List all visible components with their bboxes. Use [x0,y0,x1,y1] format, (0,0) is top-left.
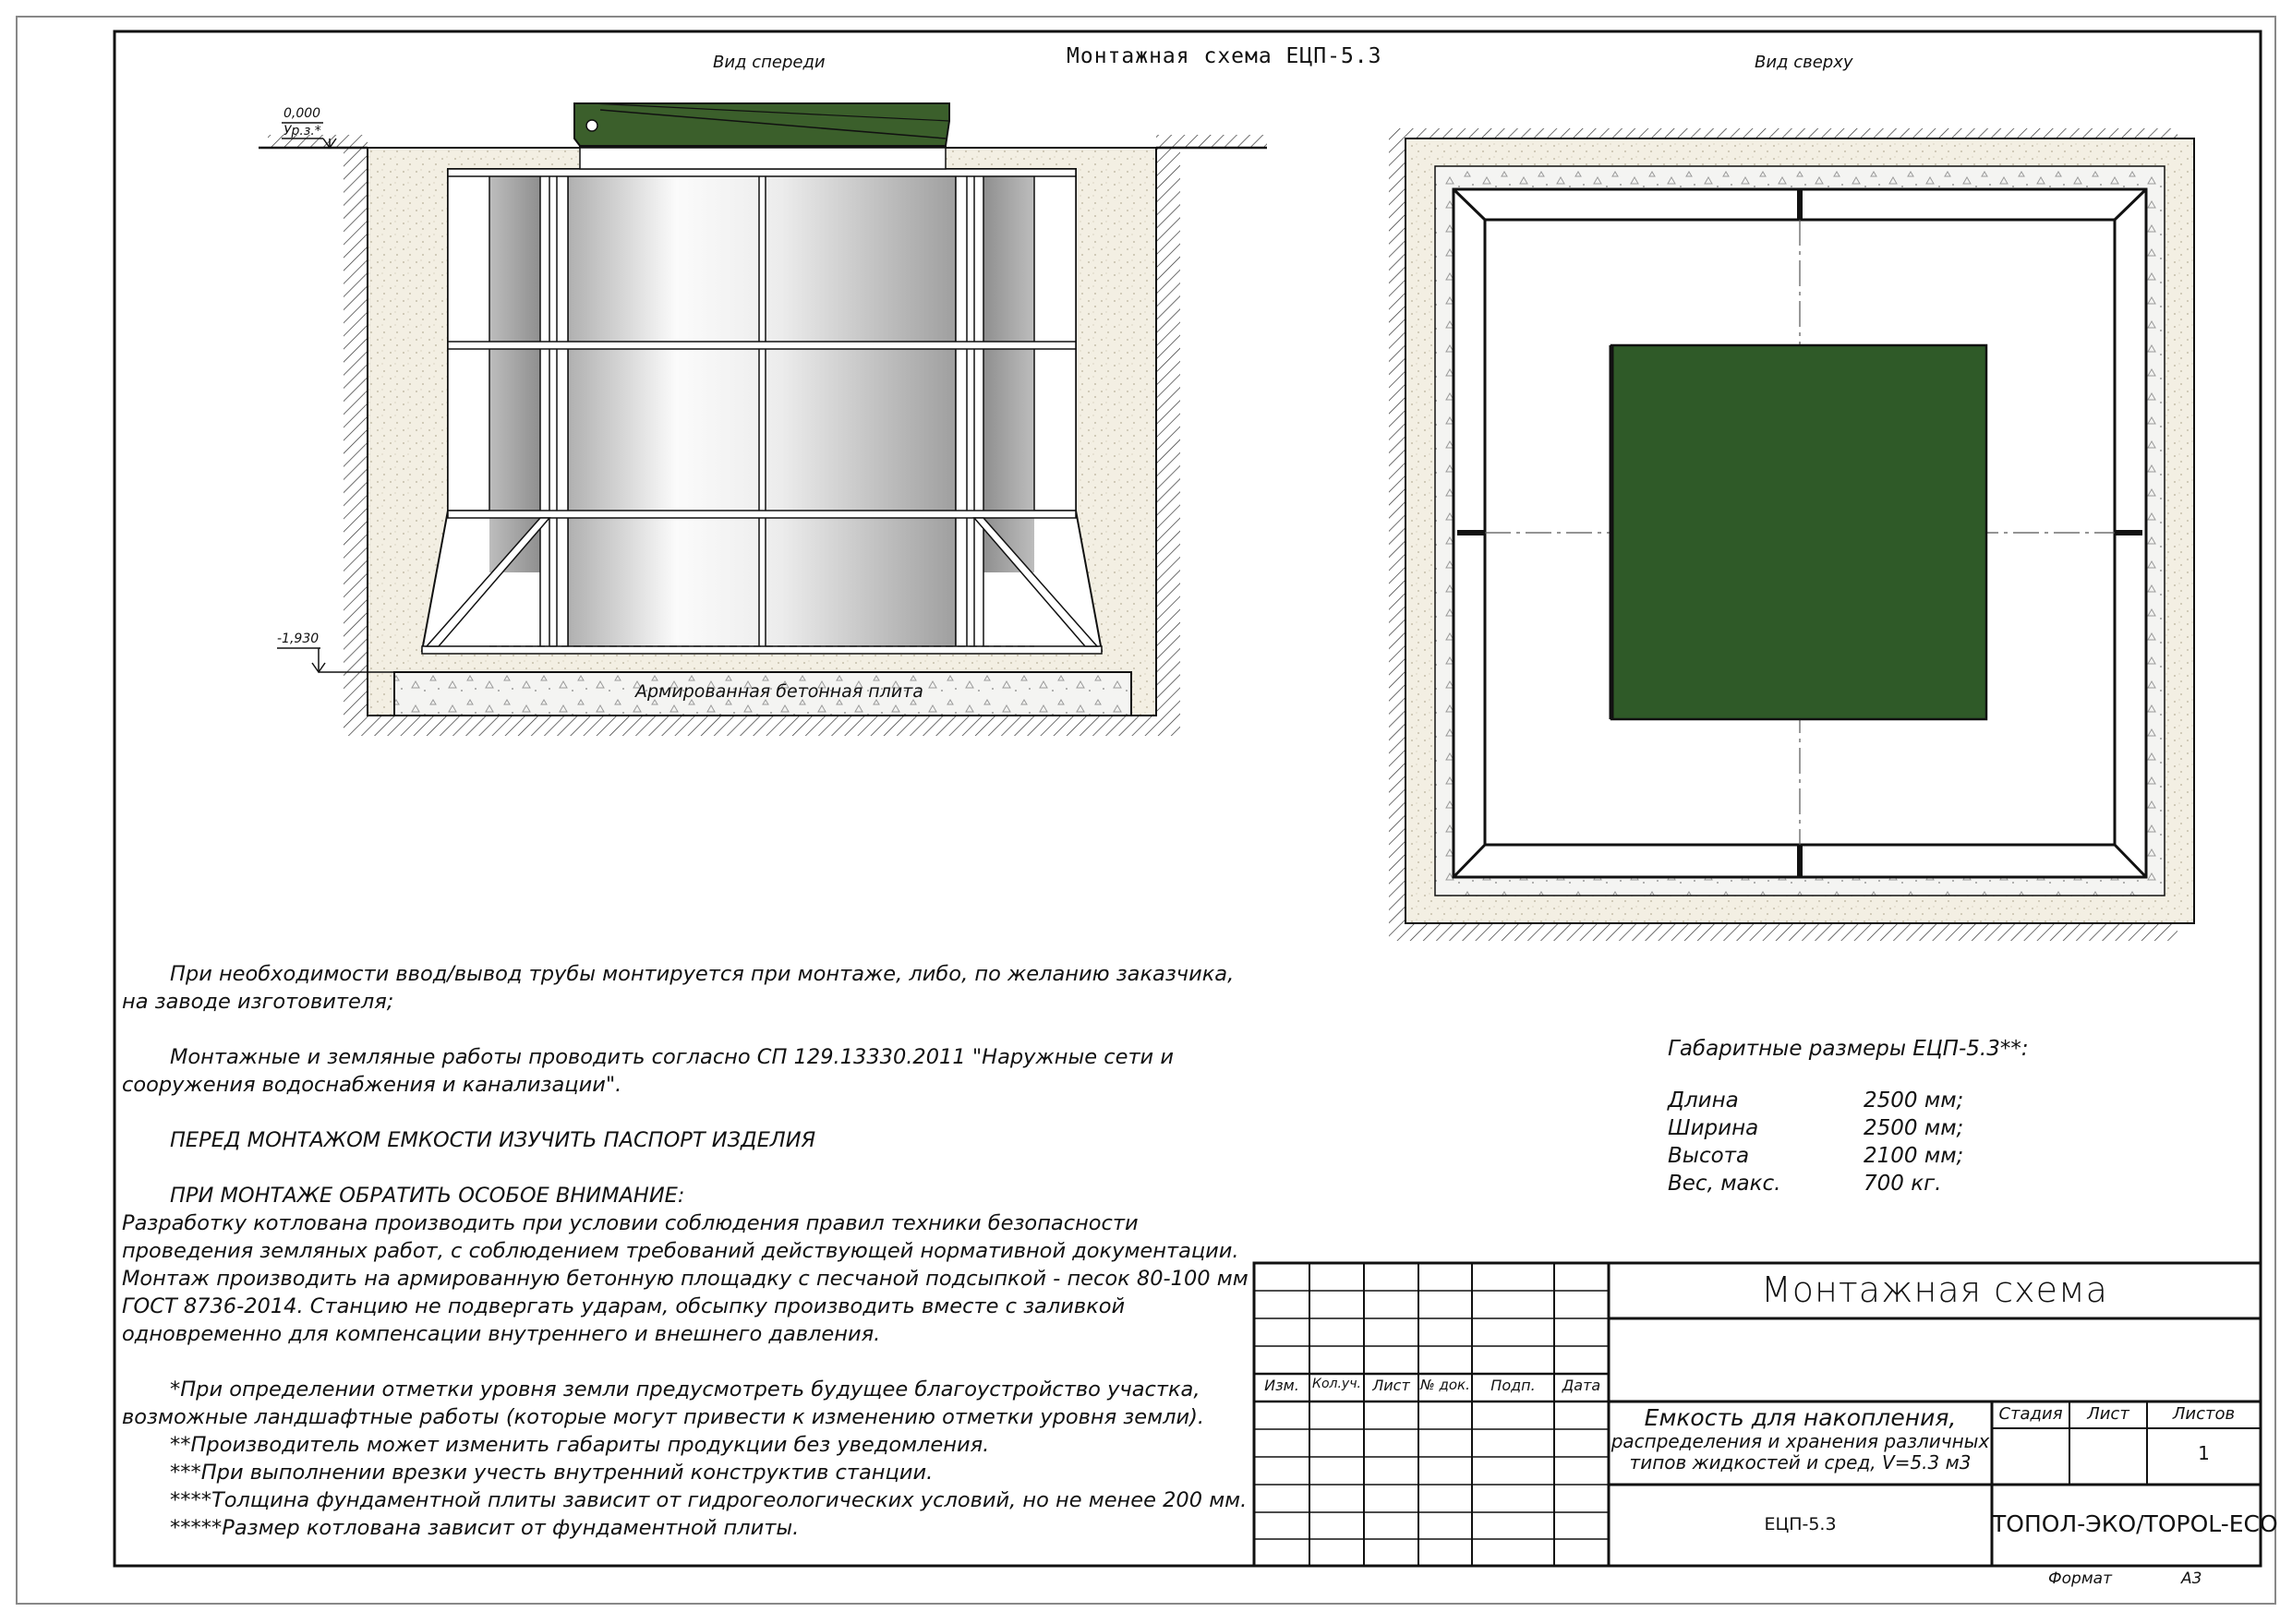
footnote: ***При выполнении врезки учесть внутренний конструктив станции. [170,1461,934,1485]
description-line1: Емкость для накопления, [1644,1404,1957,1431]
lid-lock-icon [586,120,597,131]
table-row: Длина 2500 мм; [1668,1089,1964,1113]
top-lid [1611,345,1986,719]
column-header: Лист [1372,1377,1410,1394]
slab-label: Армированная бетонная плита [635,681,923,702]
top-view-label: Вид сверху [1755,53,1853,72]
column-header: Подп. [1490,1377,1536,1394]
footnote: *При определении отметки уровня земли предусмотреть будущее благоустройство участка, возможные ландшафтные работы (которые могут привести к изменению отметки уровня земли). [122,1377,1205,1429]
table-row: Ширина 2500 мм; [1668,1116,1964,1140]
format-label: Формат [2048,1570,2112,1588]
note-paragraph: ПЕРЕД МОНТАЖОМ ЕМКОСТИ ИЗУЧИТЬ ПАСПОРТ ИЗДЕЛИЯ [170,1128,816,1152]
tank-lid [574,103,949,146]
ground-level-note: Ур.з.* [283,124,321,138]
table-row: Высота 2100 мм; [1668,1144,1964,1168]
ground-level-value: 0,000 [283,106,321,121]
front-view [259,103,1267,736]
sheets-value: 1 [2198,1442,2210,1464]
column-header: Дата [1562,1377,1601,1394]
bottom-level-value: -1,930 [277,632,320,646]
sheets-header: Листов [2172,1404,2236,1424]
front-view-label: Вид спереди [713,53,826,72]
drawing-title: Монтажная схема ЕЦП-5.3 [1067,44,1382,68]
footnote: **Производитель может изменить габариты продукции без уведомления. [170,1433,990,1457]
note-heading: ПРИ МОНТАЖЕ ОБРАТИТЬ ОСОБОЕ ВНИМАНИЕ: [170,1184,685,1208]
footnote: *****Размер котлована зависит от фундаментной плиты. [170,1516,800,1540]
footnote: ****Толщина фундаментной плиты зависит от гидрогеологических условий, но не менее 200 мм. [170,1488,1248,1512]
column-header: Изм. [1264,1377,1299,1394]
description-line2: распределения и хранения различных [1610,1430,1990,1452]
installation-notes [122,960,1249,1542]
stage-header: Стадия [1998,1404,2063,1424]
dimensions-table [1668,1089,1963,1199]
document-code: ЕЦП-5.3 [1764,1514,1837,1534]
sheet-header: Лист [2087,1404,2129,1424]
column-header: № док. [1420,1377,1470,1393]
top-view [1389,128,2194,941]
description-line3: типов жидкостей и сред, V=5.3 м3 [1629,1451,1972,1474]
format-value: А3 [2181,1570,2202,1588]
doc-title: Монтажная схема [1761,1269,2108,1310]
dimensions-heading: Габаритные размеры ЕЦП-5.3**: [1668,1037,2029,1061]
note-paragraph: Монтажные и земляные работы проводить согласно СП 129.13330.2011 "Наружные сети и сооружения водоснабжения и канализации". [122,1045,1174,1097]
note-paragraph: Разработку котлована производить при условии соблюдения правил техники безопасности проведения земляных работ, с соблюдением требований действующей нормативной документации. Монтаж производить на армированную бетонную площадку с песчаной подсыпкой - песок 80-100 мм ГОСТ 8736-2014. Станцию не подвергать ударам, обсыпку производить вместе с заливкой одновременно для компенсации внутреннего и внешнего давления. [122,1211,1249,1346]
column-header: Кол.уч. [1312,1377,1361,1391]
dimensions-block [1668,1037,2029,1199]
company-name: ТОПОЛ-ЭКО/TOPOL-ECO [1992,1510,2278,1537]
table-row: Вес, макс. 700 кг. [1668,1172,1942,1196]
note-paragraph: При необходимости ввод/вывод трубы монтируется при монтаже, либо, по желанию заказчика, на заводе изготовителя; [122,962,1235,1014]
